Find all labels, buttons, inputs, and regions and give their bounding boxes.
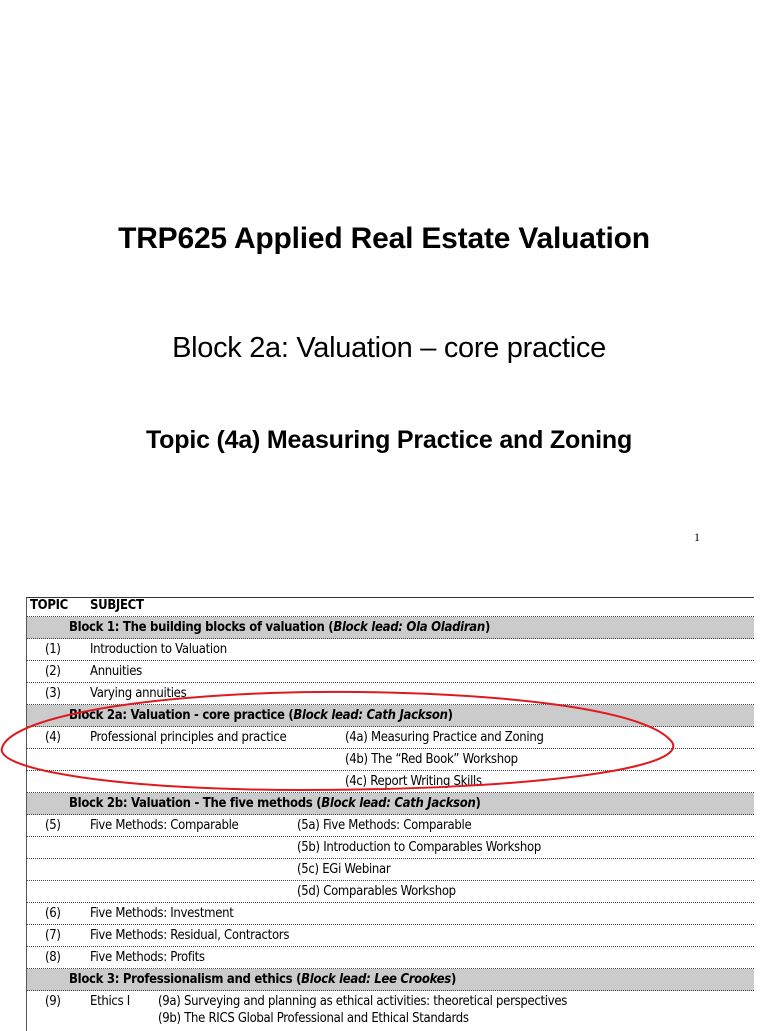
topic-subject: Five Methods: Residual, Contractors: [90, 928, 290, 943]
topic-heading: Topic (4a) Measuring Practice and Zoning: [145, 426, 633, 454]
block-title: Block 3: Professionalism and ethics (Block lead: Lee Crookes): [69, 972, 457, 987]
block-row-3: [27, 969, 754, 991]
block-title: Block 1: The building blocks of valuation (Block lead: Ola Oladiran): [69, 620, 490, 635]
block-lead: Block lead: Cath Jackson: [293, 708, 448, 723]
subtopic: (4c) Report Writing Skills: [345, 774, 482, 789]
subtopic: (9b) The RICS Global Professional and Ethical Standards: [158, 1011, 469, 1026]
topic-subject: Introduction to Valuation: [90, 642, 227, 657]
table-row: [27, 881, 754, 903]
table-row: [27, 859, 754, 881]
table-row: [27, 991, 754, 1031]
table-row: [27, 815, 754, 837]
column-header-subject: SUBJECT: [90, 598, 144, 613]
topic-number: (2): [45, 664, 61, 679]
block-subtitle: Block 2a: Valuation – core practice: [172, 332, 606, 364]
block-title: Block 2a: Valuation - core practice (Block lead: Cath Jackson): [69, 708, 453, 723]
page-number: 1: [694, 530, 700, 544]
table-row: [27, 639, 754, 661]
table-row: [27, 837, 754, 859]
table-row: [27, 683, 754, 705]
topic-subject: Five Methods: Profits: [90, 950, 205, 965]
topic-subject: Professional principles and practice: [90, 730, 287, 745]
block-row-2b: [27, 793, 754, 815]
subtopic: (4b) The “Red Book” Workshop: [345, 752, 518, 767]
subtopic: (5a) Five Methods: Comparable: [297, 818, 472, 833]
table-row: [27, 749, 754, 771]
subtopic: (5c) EGi Webinar: [297, 862, 391, 877]
table-row: [27, 947, 754, 969]
block-lead: Block lead: Cath Jackson: [321, 796, 476, 811]
table-row: [27, 903, 754, 925]
subtopic: (9a) Surveying and planning as ethical activities: theoretical perspectives: [158, 994, 568, 1009]
topic-subject: Annuities: [90, 664, 142, 679]
block-lead: Block lead: Lee Crookes: [301, 972, 451, 987]
topic-number: (4): [45, 730, 61, 745]
course-schedule-table: [26, 597, 754, 1031]
topic-subject: Five Methods: Investment: [90, 906, 234, 921]
topic-number: (5): [45, 818, 61, 833]
subtopic: (4a) Measuring Practice and Zoning: [345, 730, 544, 745]
block-title: Block 2b: Valuation - The five methods (Block lead: Cath Jackson): [69, 796, 481, 811]
topic-number: (7): [45, 928, 61, 943]
topic-number: (9): [45, 994, 61, 1009]
table-row: [27, 925, 754, 947]
column-header-topic: TOPIC: [30, 598, 68, 613]
topic-subject: Five Methods: Comparable: [90, 818, 239, 833]
block-lead: Block lead: Ola Oladiran: [333, 620, 485, 635]
topic-number: (8): [45, 950, 61, 965]
topic-subject: Varying annuities: [90, 686, 187, 701]
topic-number: (6): [45, 906, 61, 921]
topic-subject: Ethics I: [90, 994, 130, 1009]
table-header-row: [27, 598, 754, 617]
course-title: TRP625 Applied Real Estate Valuation: [118, 222, 650, 255]
subtopic: (5d) Comparables Workshop: [297, 884, 456, 899]
topic-number: (1): [45, 642, 61, 657]
block-row-2a: [27, 705, 754, 727]
table-row: [27, 771, 754, 793]
table-row: [27, 727, 754, 749]
table-row: [27, 661, 754, 683]
subtopic: (5b) Introduction to Comparables Workshop: [297, 840, 541, 855]
block-row-1: [27, 617, 754, 639]
topic-number: (3): [45, 686, 61, 701]
